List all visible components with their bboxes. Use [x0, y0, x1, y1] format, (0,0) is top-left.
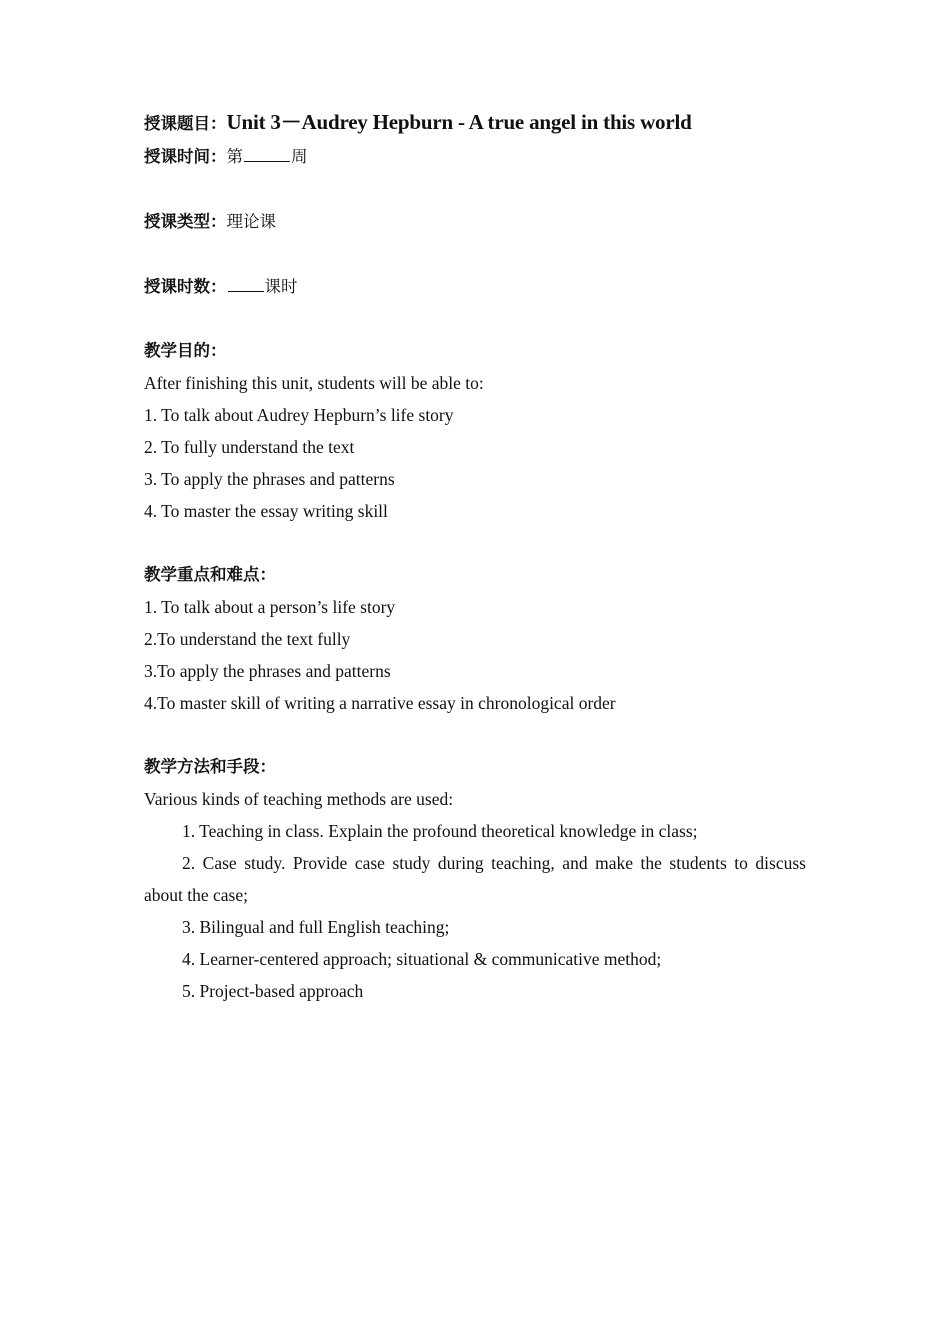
- topic-label: 授课题目：: [144, 114, 227, 133]
- type-line: [144, 205, 806, 238]
- time-suffix: 周: [291, 147, 308, 166]
- method-item: 4. Learner-centered approach; situational & communicative method;: [182, 949, 662, 969]
- method-item: 1. Teaching in class. Explain the profound theoretical knowledge in class;: [182, 821, 698, 841]
- time-prefix: 第: [226, 147, 243, 166]
- key-point-item: 4.To master skill of writing a narrative essay in chronological order: [144, 693, 616, 713]
- hours-line: [144, 270, 806, 303]
- method-item: 3. Bilingual and full English teaching;: [182, 917, 450, 937]
- objectives-intro: After finishing this unit, students will be able to:: [144, 373, 484, 393]
- type-label: 授课类型：: [144, 212, 227, 231]
- document-page: [144, 106, 806, 1007]
- key-point-item: 3.To apply the phrases and patterns: [144, 661, 391, 681]
- hours-label: 授课时数：: [144, 277, 227, 296]
- objective-item: 3. To apply the phrases and patterns: [144, 469, 395, 489]
- time-label: 授课时间：: [144, 147, 227, 166]
- objectives-heading: 教学目的：: [144, 341, 227, 360]
- method-item: 5. Project-based approach: [182, 981, 364, 1001]
- objective-item: 4. To master the essay writing skill: [144, 501, 388, 521]
- hours-suffix: 课时: [264, 277, 298, 296]
- topic-line: [144, 106, 806, 140]
- methods-intro: Various kinds of teaching methods are used:: [144, 789, 454, 809]
- hours-blank: [228, 273, 264, 292]
- methods-heading: 教学方法和手段：: [144, 757, 276, 776]
- objective-item: 1. To talk about Audrey Hepburn’s life story: [144, 405, 454, 425]
- method-item: 2. Case study. Provide case study during teaching, and make the students to discuss about the case;: [144, 853, 806, 905]
- objective-item: 2. To fully understand the text: [144, 437, 355, 457]
- time-line: [144, 140, 806, 173]
- key-point-item: 1. To talk about a person’s life story: [144, 597, 396, 617]
- type-value: 理论课: [226, 212, 276, 231]
- week-blank: [244, 143, 290, 162]
- topic-title: Unit 3－Audrey Hepburn - A true angel in this world: [226, 110, 692, 134]
- key-points-heading: 教学重点和难点：: [144, 565, 276, 584]
- key-point-item: 2.To understand the text fully: [144, 629, 351, 649]
